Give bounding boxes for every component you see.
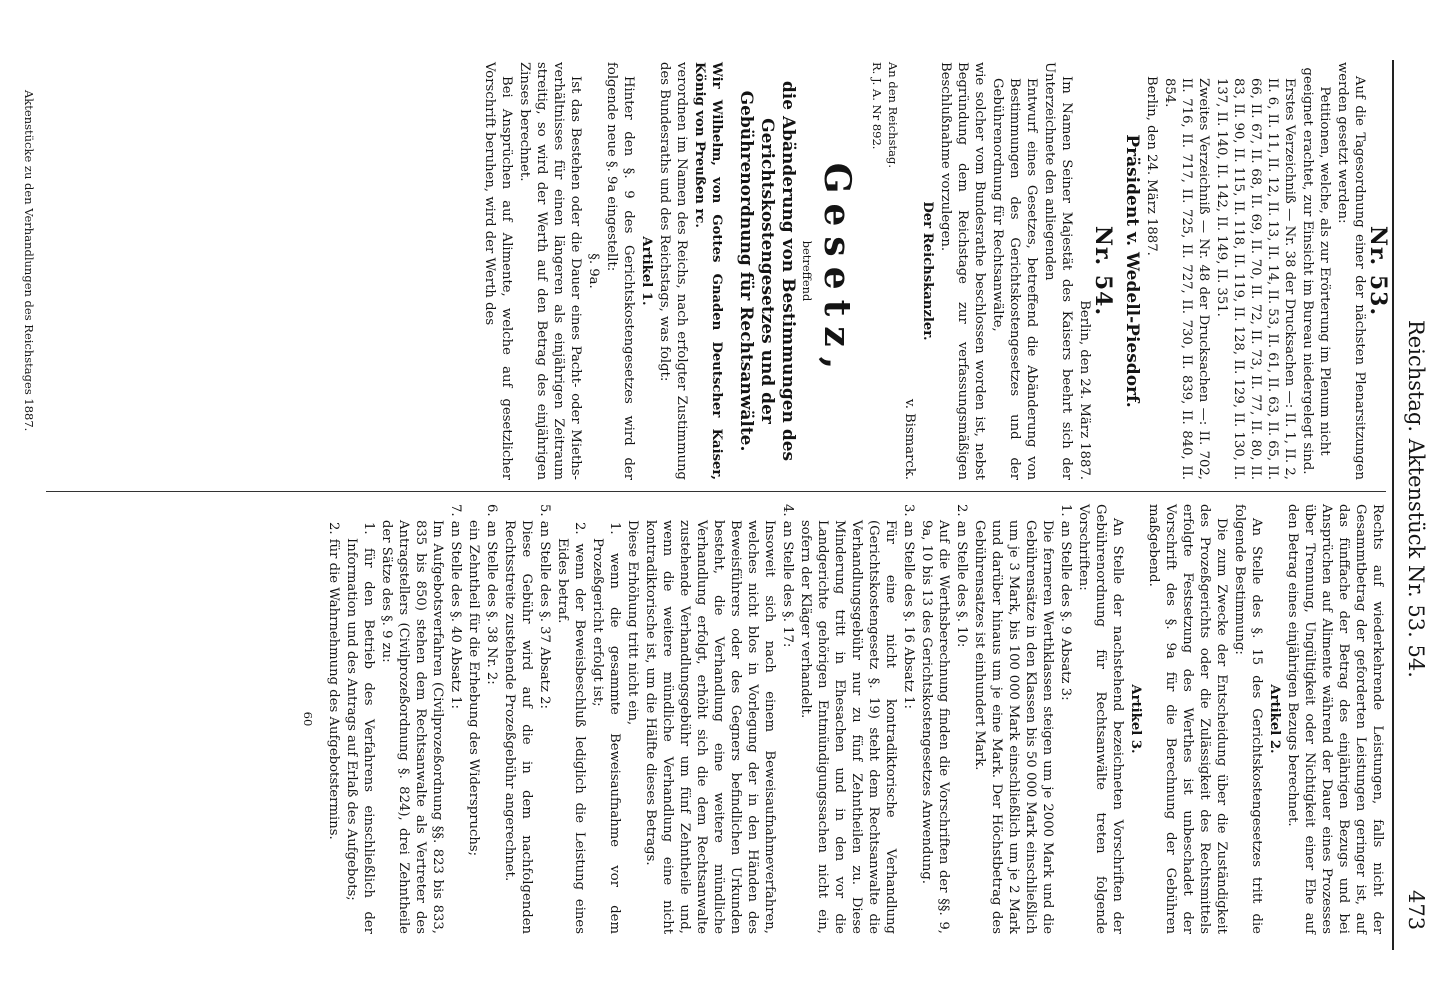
item-4-sub-1: 1. wenn die gesammte Beweisaufnahme vor dem Prozeßgericht erfolgt ist; — [590, 522, 622, 934]
doc-53-list-2: Zweites Verzeichniß — Nr. 48 der Drucksachen —: II. 702, II. 716, II. 717, II. 725, II. 727, II. 730, II. 839, II. 840, II. 854. — [1162, 78, 1211, 480]
chancellor-name: v. Bismarck. — [902, 398, 917, 480]
footnote: Aktenstücke zu den Verhandlungen des Reichstages 1887. — [22, 90, 36, 432]
doc-54-draft-title: Entwurf eines Gesetzes, betreffend die Abänderung von Bestimmungen des Gerichtskostengesetzes und der Gebührenordnung für Rechtsanwälte, — [990, 78, 1039, 480]
doc53-continuation: Rechts auf wiederkehrende Leistungen, falls nicht der Gesammtbetrag der geforderten Leistungen geringer ist, auf das fünffache der Betrag des einjährigen Bezugs und bei Ansprüchen auf Alimente während der Dauer eines Prozesses über Trennung, Ungültigkeit oder Nichtigkeit einer Ehe auf den Betrag eines einjährigen Bezugs berechnet. — [1285, 504, 1385, 934]
doc-53-list-1: Erstes Verzeichniß — Nr. 38 der Drucksachen —: II. 1, II. 2, II. 6, II. 11, II. 12, II. 13, II. 14, II. 53, II. 61, II. 63, II. 65, II. 66, II. 67, II. 68, II. 69, II. 70, II. 72, II. 73, II. 77, II. 80, II. 83, II. 90, II. 115, II. 118, II. 119, II. 128, II. 129, II. 130, II. 137, II. 140, II. 142, II. 149, II. 351. — [1214, 78, 1297, 480]
doc-54-title: Nr. 54. — [1090, 225, 1116, 317]
article-3-intro: An Stelle der nachstehend bezeichneten Vorschriften der Gebührenordnung für Rechtsanwälte treten folgende Vorschriften: — [1076, 504, 1125, 934]
doc-53-intro: Auf die Tagesordnung einer der nächsten Plenarsitzungen werden gesetzt werden: — [1335, 62, 1367, 480]
item-5-label: 5. an Stelle des §. 37 Absatz 2: — [537, 504, 552, 709]
item-7-sub-2: 2. für die Wahrnehmung des Aufgebotstermins. — [326, 522, 341, 840]
article-2-text: Die zum Zwecke der Entscheidung über die Zuständigkeit des Prozeßgerichts oder die Zulässigkeit des Rechtsmittels erfolgte Festsetzung des Werthes ist unbeschadet der Vorschrift des §. 9a für die Berechnung der Gebühren maßgebend. — [1146, 504, 1229, 934]
item-2-text: Auf die Werthsberechnung finden die Vorschriften der §§. 9, 9a, 10 bis 13 des Gerichtskostengesetzes Anwendung. — [919, 520, 951, 934]
page-number: 473 — [1404, 890, 1428, 931]
doc-53-title: Nr. 53. — [1365, 225, 1391, 317]
item-6-label: 6. an Stelle des §. 38 Nr. 2: — [484, 504, 499, 685]
article-2-title: Artikel 2. — [1267, 684, 1282, 754]
article-3-title: Artikel 3. — [1128, 684, 1143, 754]
item-3-label: 3. an Stelle des §. 16 Absatz 1: — [901, 504, 916, 709]
paragraph-9a-text-2: Bei Ansprüchen auf Alimente, welche auf gesetzlicher Vorschrift beruhen, wird der Werth des — [482, 62, 514, 480]
address-reichstag: An den Reichstag. — [886, 62, 900, 168]
item-4-label: 4. an Stelle des §. 17: — [780, 504, 795, 648]
column-divider — [46, 491, 1386, 492]
doc-54-text: wie solcher vom Bundesrathe beschlossen worden ist, nebst Begründung dem Reichstage zur verfassungsmäßigen Beschlußnahme vorzulegen. — [938, 62, 987, 480]
doc-53-signature: Präsident v. Wedell-Piesdorf. — [1122, 134, 1142, 408]
header-rule — [1392, 60, 1394, 950]
item-1-label: 1. an Stelle des §. 9 Absatz 3: — [1058, 504, 1073, 701]
paragraph-9a-text-1: Ist das Bestehen oder die Dauer eines Pacht- oder Miethsverhältnisses für einen längeren als einjährigen Zeitraum streitig, so wird der Werth auf den Betrag des einjährigen Zinses berechnet. — [517, 62, 583, 480]
bottom-page-number: 60 — [301, 711, 315, 727]
item-2-label: 2. an Stelle des §. 10: — [954, 504, 969, 648]
doc-54-date: Berlin, den 24. März 1887. — [1077, 300, 1092, 480]
law-betreffend: betreffend — [800, 240, 814, 302]
item-7-sub-1: 1. für den Betrieb des Verfahrens einschließlich der Information und des Antrags auf Erlaß des Aufgebots; — [344, 522, 376, 934]
doc-53-date: Berlin, den 24. März 1887. — [1144, 76, 1159, 256]
item-1-text: Die ferneren Werthklassen steigen um je 2000 Mark und die Gebührensätze in den Klassen bis 50 000 Mark einschließlich um je 3 Mark, bis 100 000 Mark einschließlich um je 2 Mark und darüber hinaus um je eine Mark. Der Höchstbetrag des Gebührensatzes ist einhundert Mark. — [972, 520, 1055, 934]
item-7-text: Im Aufgebotsverfahren (Civilprozeßordnung §§. 823 bis 833, 835 bis 850) stehen dem Rechtsanwalte als Vertreter des Antragstellers (Civilprozeßordnung §. 824), drei Zehntheile der Sätze des §. 9 zu: — [379, 520, 445, 934]
right-column — [299, 504, 1386, 934]
item-6-text: ein Zehntheil für die Erhebung des Widerspruchs; — [466, 520, 481, 857]
item-3-text: Für eine nicht kontradiktorische Verhandlung (Gerichtskostengesetz §. 19) steht dem Rechtsanwalte die Verhandlungsgebühr nur zu fünf Zehntheilen zu. Diese Minderung tritt in Ehesachen und in den vor die Landgerichte gehörigen Entmündigungssachen nicht ein, sofern der Kläger verhandelt. — [798, 520, 898, 934]
left-column — [480, 62, 1391, 480]
running-header: Reichstag. Aktenstück Nr. 53. 54. — [1404, 320, 1428, 678]
law-title: Gesetz, — [816, 162, 858, 380]
law-subject: die Abänderung von Bestimmungen des Gerichtskostengesetzes und der Gebührenordnung für Rechtsanwälte. — [736, 80, 798, 462]
item-4-sub-2: 2. wenn der Beweisbeschluß lediglich die Leistung eines Eides betraf. — [555, 522, 587, 934]
paragraph-9a-title: §. 9a. — [586, 253, 601, 289]
doc-53-petitions: Petitionen, welche, als zur Erörterung im Plenum nicht geeignet erachtet, zur Einsicht im Bureau niedergelegt sind. — [1300, 67, 1332, 475]
article-1-text: Hinter den §. 9 des Gerichtskostengesetzes wird der folgende neue §. 9a eingestellt: — [604, 62, 636, 480]
item-5-text: Diese Gebühr wird auf die in dem nachfolgenden Rechtsstreite zustehende Prozeßgebühr angerechnet. — [502, 520, 534, 934]
item-4-text: Insoweit sich nach einem Beweisaufnahmeverfahren, welches nicht blos in Vorlegung der in den Händen des Beweisführers oder des Gegners befindlichen Urkunden besteht, die Verhandlung eine weitere mündliche Verhandlung erfolgt, erhöht sich die dem Rechtsanwalte zustehende Verhandlungsgebühr um fünf Zehntheile und, wenn die weitere mündliche Verhandlung eine nicht kontradiktorische ist, um die Hälfte dieses Betrags. — [643, 520, 777, 934]
doc-54-intro: Im Namen Seiner Majestät des Kaisers beehrt sich der Unterzeichnete den anliegenden — [1042, 62, 1074, 480]
emperor-intro: Wir Wilhelm, von Gottes Gnaden Deutscher Kaiser, König von Preußen rc. — [692, 62, 724, 480]
article-1-title: Artikel 1. — [639, 236, 654, 306]
article-2-intro: An Stelle des §. 15 des Gerichtskostengesetzes tritt die folgende Bestimmung: — [1232, 504, 1264, 934]
item-7-label: 7. an Stelle des §. 40 Absatz 1: — [448, 504, 463, 709]
ordinance-text: verordnen im Namen des Reichs, nach erfolgter Zustimmung des Bundesraths und des Reichstags, was folgt: — [657, 62, 689, 480]
item-4-text-2: Diese Erhöhung tritt nicht ein, — [625, 520, 640, 726]
chancellor-title: Der Reichskanzler. — [920, 201, 935, 341]
address-reference: R. J. A. Nr 892. — [870, 62, 884, 150]
